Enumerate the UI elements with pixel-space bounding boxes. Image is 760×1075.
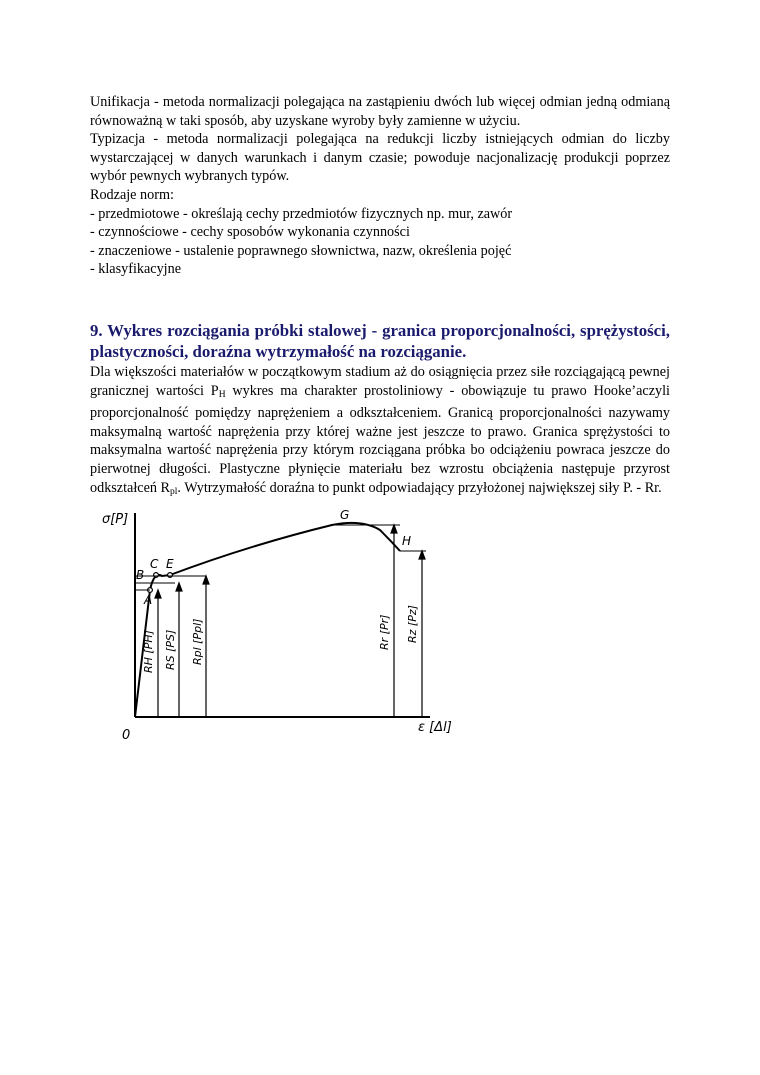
ph-subscript: H <box>218 389 226 400</box>
point-g-label: G <box>340 508 350 522</box>
paragraph-unifikacja: Unifikacja - metoda normalizacji polegająca na zastąpieniu dwóch lub więcej odmian jedną odmianą równoważną w taki sposób, aby uzyskane wyroby były zamienne w użyciu. <box>90 94 670 129</box>
label-rr: Rr [Pr] <box>378 614 391 650</box>
stress-strain-diagram <box>100 505 480 745</box>
x-axis-label: ε [Δl] <box>418 720 452 735</box>
point-e-marker <box>168 573 173 578</box>
point-e-label: E <box>166 557 174 571</box>
arrow-head-rpl <box>203 576 209 584</box>
point-b-label: B <box>136 568 145 582</box>
section-body <box>90 363 670 501</box>
norm-item: - czynnościowe - cechy sposobów wykonania czynności <box>90 224 410 241</box>
arrow-head-rs <box>176 583 182 591</box>
norm-item: - klasyfikacyjne <box>90 261 181 278</box>
point-c-label: C <box>150 557 159 571</box>
section-heading: 9. Wykres rozciągania próbki stalowej - granica proporcjonalności, sprężystości, plastyczności, doraźna wytrzymałość na rozciąganie. <box>90 321 670 361</box>
arrow-head-rz <box>419 551 425 559</box>
arrow-head-rh <box>155 590 161 598</box>
origin-label: 0 <box>122 728 131 743</box>
norm-item: - znaczeniowe - ustalenie poprawnego słownictwa, nazw, określenia pojęć <box>90 242 512 259</box>
label-rs: RS [PS] <box>164 629 177 670</box>
point-h-label: H <box>402 534 412 548</box>
rpl-subscript: pl <box>169 486 178 497</box>
body-text-part3: . Wytrzymałość doraźna to punkt odpowiadający przyłożonej największej siły P. - Rr. <box>177 479 662 496</box>
normalization-section <box>90 93 670 279</box>
stress-strain-curve <box>135 523 400 717</box>
tensile-test-section <box>90 320 670 501</box>
norm-item: - przedmiotowe - określają cechy przedmiotów fizycznych np. mur, zawór <box>90 205 513 222</box>
point-a-label: A <box>144 593 153 607</box>
label-rpl: Rpl [Ppl] <box>191 618 204 665</box>
body-text-part2: wykres ma charakter prostoliniowy - obowiązuje tu prawo Hooke’aczyli proporcjonalność pomiędzy naprężeniem a odkształceniem. Granicą proporcjonalności nazywamy maksymalną wartość naprężenia przy której ważne jest jeszcze to prawo. Granica sprężystości to maksymalna wartość naprężenia przy którym rozciągana próbka bo odciążeniu powraca jeszcze do pierwotnej długości. Plastyczne płynięcie materiału bez wzrostu obciążenia następuje przyrost odkształceń R <box>90 382 670 496</box>
arrow-head-rr <box>391 525 397 533</box>
norms-heading: Rodzaje norm: <box>90 186 174 203</box>
label-rz: Rz [Pz] <box>406 605 419 643</box>
body-text-part1: Dla większości materiałów w początkowym stadium aż do osiągnięcia przez siłe rozciągającą pewnej granicznej wartości P <box>90 364 670 399</box>
paragraph-typizacja: Typizacja - metoda normalizacji polegająca na redukcji liczby istniejących odmian do liczby wystarczającej w danych warunkach i danym czasie; powoduje nacjonalizację produkcji poprzez wybór pewnych wybranych typów. <box>90 131 670 185</box>
point-c-marker <box>154 573 159 578</box>
label-rh: RH [PH] <box>142 630 155 673</box>
y-axis-label: σ[P] <box>102 512 129 527</box>
